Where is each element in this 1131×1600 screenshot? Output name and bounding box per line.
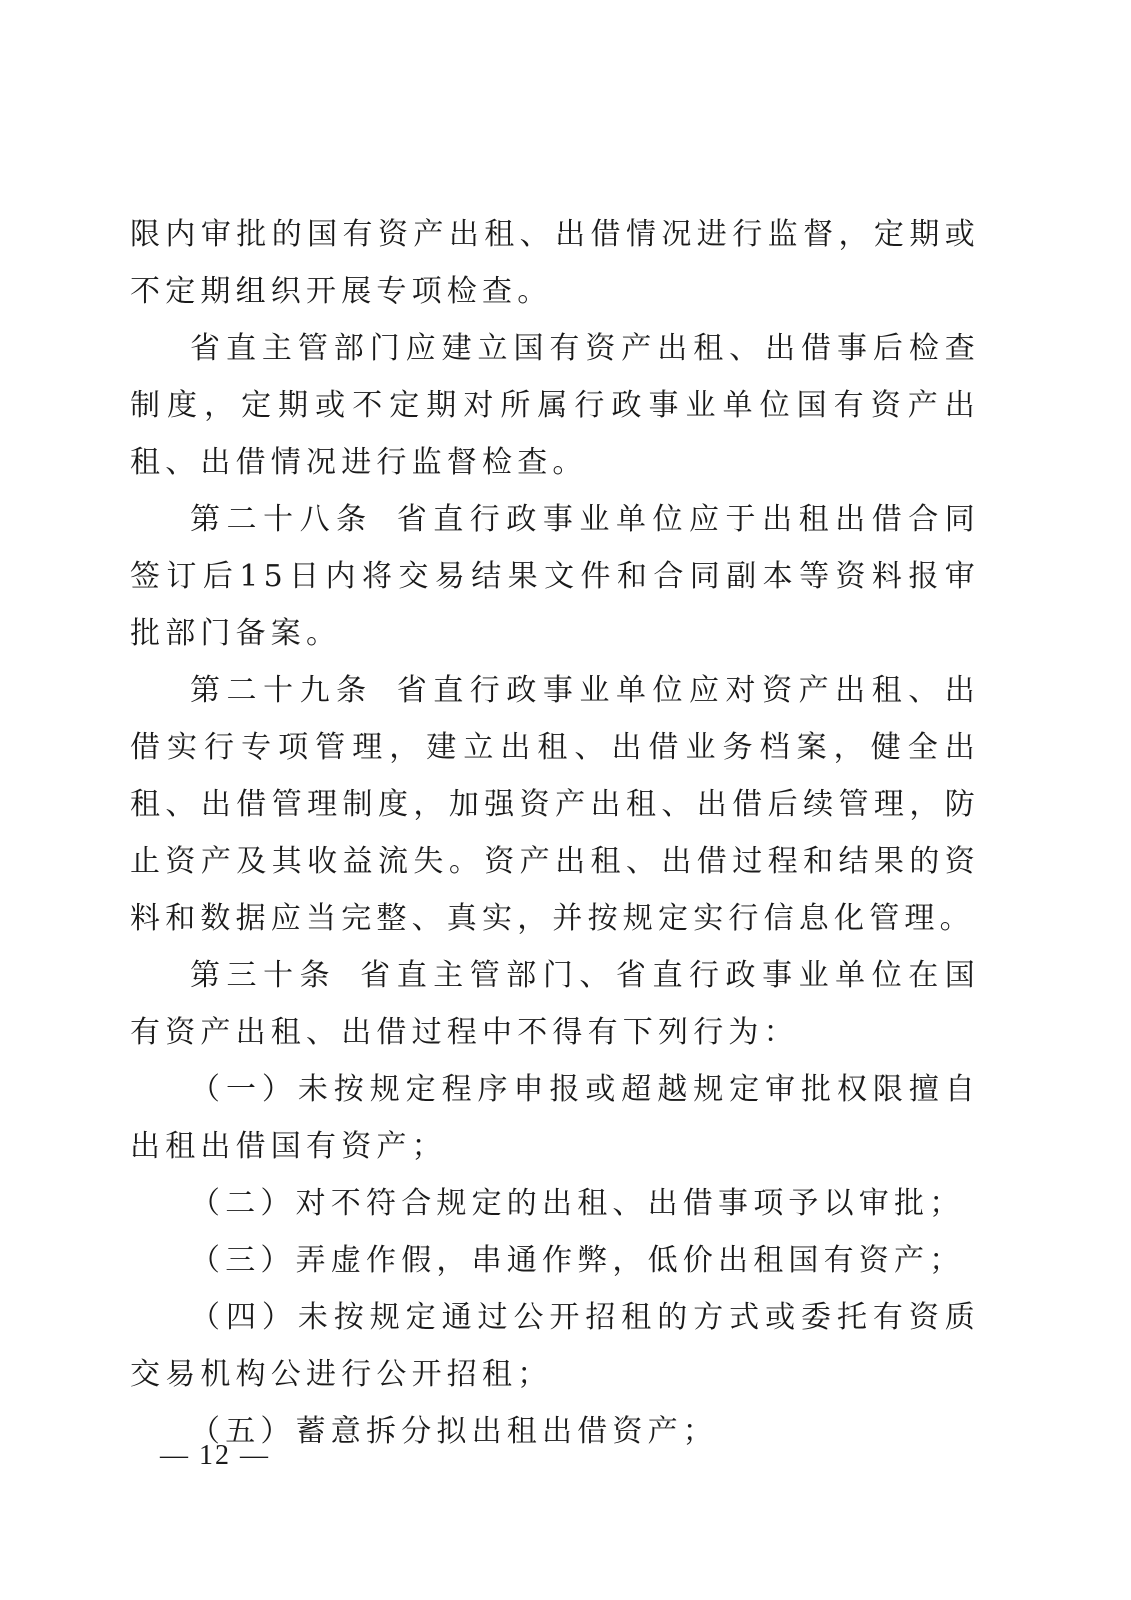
paragraph-text: 限内审批的国有资产出租、出借情况进行监督，定期或不定期组织开展专项检查。 bbox=[130, 217, 980, 309]
page-number: — 12 — bbox=[160, 1440, 270, 1471]
article-number: 第三十条 bbox=[190, 958, 337, 993]
article-text: 省直行政事业单位应对资产出租、出借实行专项管理，建立出租、出借业务档案，健全出租、出借管理制度，加强资产出租、出借后续管理，防止资产及其收益流失。资产出租、出借过程和结果的资料和数据应当完整、真实，并按规定实行信息化管理。 bbox=[130, 673, 981, 936]
list-item-text: （三）弄虚作假，串通作弊，低价出租国有资产； bbox=[190, 1243, 965, 1278]
article-text: 省直行政事业单位应于出租出借合同签订后15日内将交易结果文件和合同副本等资料报审批部门备案。 bbox=[130, 502, 981, 651]
article-29 bbox=[130, 662, 980, 947]
article-number: 第二十八条 bbox=[190, 502, 373, 537]
list-item-text: （二）对不符合规定的出租、出借事项予以审批； bbox=[190, 1186, 965, 1221]
list-item-text: （一）未按规定程序申报或超越规定审批权限擅自出租出借国有资产； bbox=[130, 1072, 980, 1164]
article-text: 省直主管部门、省直行政事业单位在国有资产出租、出借过程中不得有下列行为： bbox=[130, 958, 980, 1050]
list-item-text: （五）蓄意拆分拟出租出借资产； bbox=[190, 1414, 718, 1449]
article-30 bbox=[130, 947, 980, 1061]
article-number: 第二十九条 bbox=[190, 673, 373, 708]
paragraph-inspection-system bbox=[130, 320, 980, 491]
list-item-3 bbox=[130, 1232, 980, 1289]
list-item-1 bbox=[130, 1061, 980, 1175]
list-item-text: （四）未按规定通过公开招租的方式或委托有资质交易机构公进行公开招租； bbox=[130, 1300, 980, 1392]
list-item-2 bbox=[130, 1175, 980, 1232]
document-body bbox=[130, 206, 980, 1460]
paragraph-continuation bbox=[130, 206, 980, 320]
paragraph-text: 省直主管部门应建立国有资产出租、出借事后检查制度，定期或不定期对所属行政事业单位国有资产出租、出借情况进行监督检查。 bbox=[130, 331, 980, 480]
list-item-4 bbox=[130, 1289, 980, 1403]
article-28 bbox=[130, 491, 980, 662]
